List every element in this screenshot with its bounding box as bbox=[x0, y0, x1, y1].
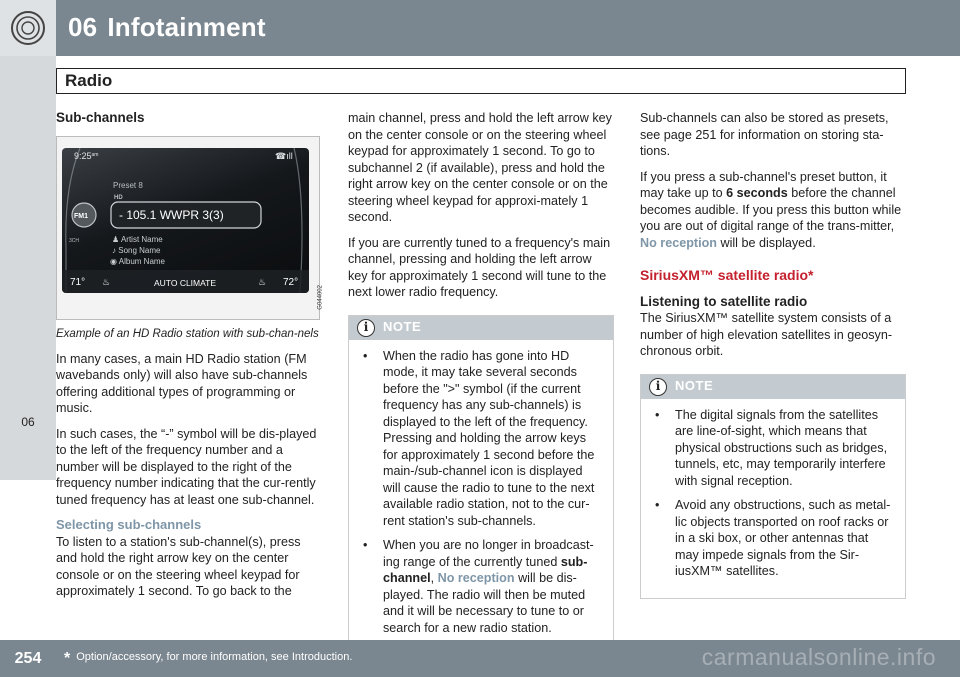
station-name: - 105.1 WWPR 3(3) bbox=[119, 207, 224, 222]
page-number: 254 bbox=[0, 640, 56, 677]
note-box bbox=[348, 315, 614, 656]
note-header bbox=[349, 316, 613, 340]
figure-caption: Example of an HD Radio station with sub-chan-nels bbox=[56, 327, 319, 340]
note-title: NOTE bbox=[383, 318, 422, 334]
album-name: ◉ Album Name bbox=[110, 256, 166, 266]
clock-time: $9:25^{am}$ bbox=[74, 150, 99, 161]
hd-indicator: HD bbox=[114, 194, 123, 201]
seat-heat-right-icon: ♨ bbox=[258, 276, 267, 287]
paragraph: main channel, press and hold the left arrow key on the center console or on the steering wheel keypad for approximately 1 second. To go to subchannel 2 (if available), press and hold the right arrow key on the center console or on the steering wheel keypad for approxi-mately 1 second. bbox=[348, 111, 612, 224]
column-2 bbox=[348, 110, 614, 655]
chapter-number: 06 bbox=[68, 12, 98, 42]
info-icon: i bbox=[357, 319, 375, 337]
chapter-title bbox=[68, 12, 266, 43]
note-title: NOTE bbox=[675, 377, 714, 393]
paragraph: Sub-channels can also be stored as presets, see page 251 for information on storing sta-tions. bbox=[640, 111, 889, 158]
listening-heading: Listening to satellite radio bbox=[640, 293, 808, 309]
section-title: Radio bbox=[56, 68, 906, 94]
note-item: • Avoid any obstructions, such as metal-lic objects transported on roof racks or in a ski box, or other antennas that may impede signals from the Sir-iusXM™ satellites. bbox=[651, 497, 895, 580]
preset-label: Preset 8 bbox=[113, 180, 143, 190]
hd-radio-figure bbox=[56, 136, 324, 320]
paragraph: In such cases, the “-” symbol will be dis-played to the left of the frequency number and a number will be displayed to the right of the frequency number indicating that the cur-rently tuned frequency has at least one sub-channel. bbox=[56, 426, 317, 507]
figure-code: G044002 bbox=[318, 284, 324, 310]
paragraph: If you are currently tuned to a frequency's main channel, pressing and holding the left arrow key for approximately 1 second will tune to the next lower radio frequency. bbox=[348, 235, 611, 299]
note-item: • The digital signals from the satellites are line-of-sight, which means that physical obstructions such as bridges, tunnels, etc, may temporarily interfere with signal reception. bbox=[651, 407, 895, 490]
note-list bbox=[651, 407, 895, 580]
infotainment-icon bbox=[8, 8, 48, 48]
signal-icon: ☎ıll bbox=[275, 150, 293, 161]
paragraph: To listen to a station's sub-channel(s), press and hold the right arrow key on the center console or on the steering wheel keypad for approximately 1 second. To go back to the bbox=[56, 534, 301, 598]
seat-heat-left-icon: ♨ bbox=[102, 276, 111, 287]
selecting-subchannels-heading: Selecting sub-channels bbox=[56, 517, 202, 532]
radio-display bbox=[62, 148, 309, 293]
note-header bbox=[641, 375, 905, 399]
note-item: • When you are no longer in broadcast-ing range of the currently tuned sub-channel, No reception will be dis-played. The radio will then be muted and it will be necessary to tune to or search for a new radio station. bbox=[359, 537, 603, 636]
side-tab-label: 06 bbox=[21, 415, 35, 429]
footer-note: * Option/accessory, for more information, see Introduction. bbox=[64, 650, 353, 667]
climate-label: AUTO CLIMATE bbox=[154, 277, 217, 288]
note-box bbox=[640, 374, 906, 599]
channel-count: 3CH bbox=[69, 237, 80, 244]
temperature-right: 72° bbox=[283, 276, 299, 288]
temperature-left: 71° bbox=[70, 276, 86, 288]
band-label: FM1 bbox=[74, 212, 88, 220]
radio-display-graphic bbox=[62, 148, 309, 293]
chapter-icon bbox=[0, 0, 56, 56]
song-name: ♪ Song Name bbox=[112, 245, 161, 255]
column-3 bbox=[640, 110, 906, 599]
note-list bbox=[359, 348, 603, 637]
paragraph: In many cases, a main HD Radio station (FM wavebands only) will also have sub-channels offering additional types of programming or music. bbox=[56, 351, 308, 415]
note-item: • When the radio has gone into HD mode, it may take several seconds before the ">" symbol (if the current frequency has any sub-channels) is displayed to the left of the frequency. Pressing and holding the arrow keys for approximately 1 second before the main-/sub-channel icon is displayed will cause the radio to tune to the next available radio station, not to the cur-rent station's sub-channels. bbox=[359, 348, 603, 530]
paragraph: If you press a sub-channel's preset button, it may take up to 6 seconds before the channel becomes audible. If you press this button while you are out of digital range of the trans-mitter, No reception will be displayed. bbox=[640, 169, 902, 250]
watermark: carmanualsonline.info bbox=[701, 644, 936, 670]
artist-name: ♟ Artist Name bbox=[112, 234, 163, 244]
siriusxm-heading: SiriusXM™ satellite radio* bbox=[640, 267, 814, 283]
chapter-name: Infotainment bbox=[107, 12, 266, 42]
paragraph: The SiriusXM™ satellite system consists of a number of high elevation satellites in geosyn-chronous orbit. bbox=[640, 311, 893, 358]
info-icon: i bbox=[649, 378, 667, 396]
subchannels-heading: Sub-channels bbox=[56, 110, 145, 125]
column-1 bbox=[56, 110, 324, 609]
